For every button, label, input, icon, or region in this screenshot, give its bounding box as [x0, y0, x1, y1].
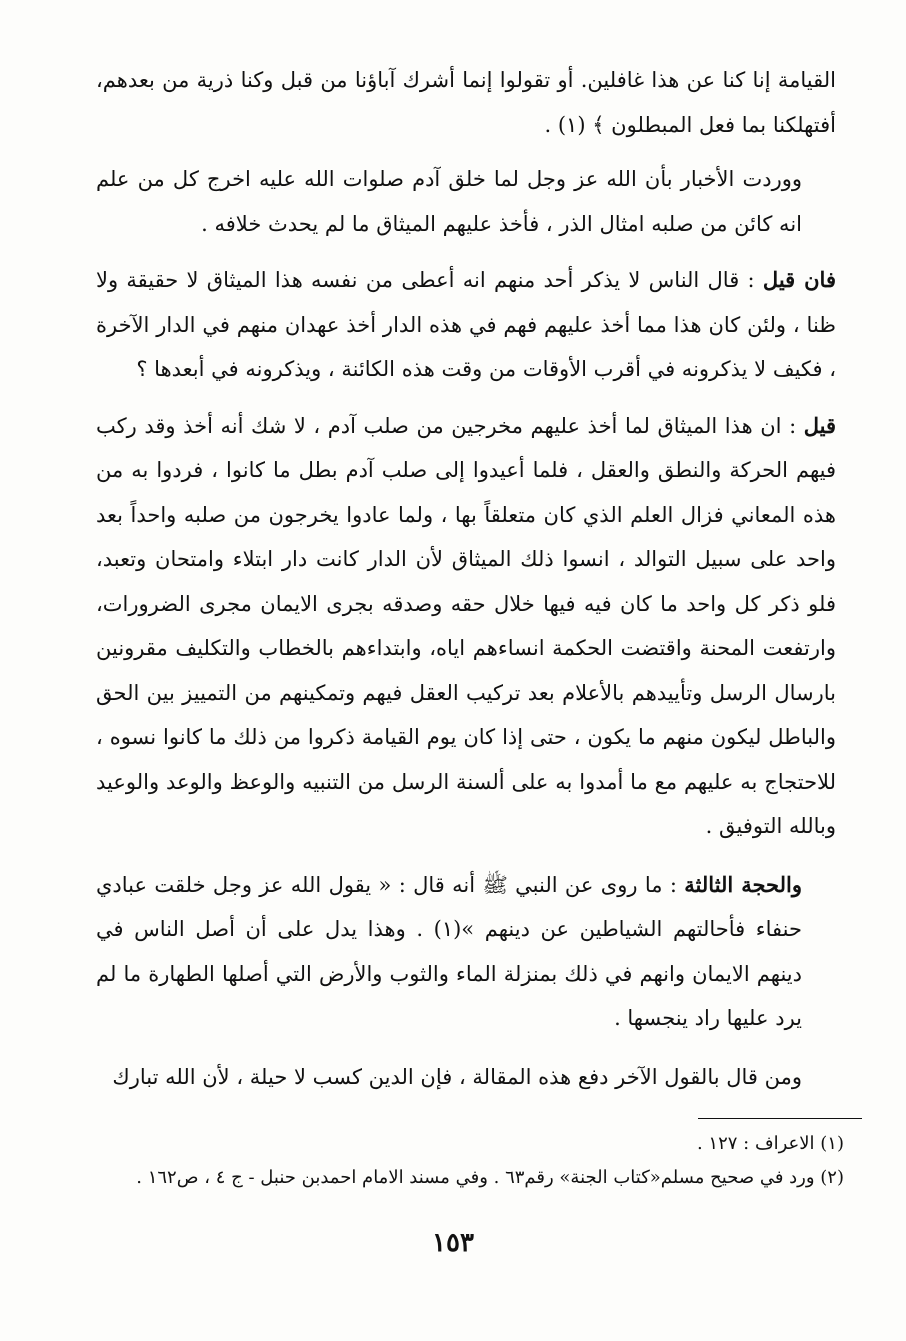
third-argument-text: : ما روى عن النبي ﷺ أنه قال : « يقول الله عز وجل خلقت عبادي حنفاء فأحالتهم الشياطين عن دينهم »(١) . وهذا يدل على أن أصل الناس في دينهم الايمان وانهم في ذلك بمنزلة الماء والثوب والأرض التي أصلها الطهارة ما لم يرد عليها راد ينجسها .: [96, 872, 802, 1030]
objection-text: : قال الناس لا يذكر أحد منهم انه أعطى من نفسه هذا الميثاق لا حقيقة ولا ظنا ، ولئن كان هذا مما أخذ عليهم فهم في هذه الدار أخذ عهدان منهم في الدار الآخرة ، فكيف لا يذكرونه في أقرب الأوقات من وقت هذه الكائنة ، ويذكرونه في أبعدها ؟: [96, 268, 836, 381]
paragraph-other-view: ومن قال بالقول الآخر دفع هذه المقالة ، فإن الدين كسب لا حيلة ، لأن الله تبارك: [112, 1064, 802, 1089]
paragraph-quran-ending: القيامة إنا كنا عن هذا غافلين. أو تقولوا إنما أشرك آباؤنا من قبل وكنا ذرية من بعدهم، أفتهلكنا بما فعل المبطلون ﴾ (١) .: [96, 68, 836, 137]
reply-lead: قيل: [803, 412, 836, 438]
footnote-1: (١) الاعراف : ١٢٧ .: [696, 1133, 844, 1154]
paragraph-reports: ووردت الأخبار بأن الله عز وجل لما خلق آدم صلوات الله عليه اخرج كل من علم انه كائن من صلبه امثال الذر ، فأخذ عليهم الميثاق ما لم يحدث خلافه .: [96, 167, 802, 236]
main-text: [96, 58, 836, 1099]
footnote-2: (٢) ورد في صحيح مسلم«كتاب الجنة» رقم٦٣ . وفي مسند الامام احمدبن حنبل - ج ٤ ، ص١٦٢ .: [136, 1167, 844, 1188]
page-number: ١٥٣: [432, 1228, 474, 1258]
objection-lead: فان قيل: [762, 267, 836, 292]
footnote-divider: [698, 1118, 862, 1119]
paragraph-objection: [96, 258, 836, 392]
reply-text: : ان هذا الميثاق لما أخذ عليهم مخرجين من صلب آدم ، لا شك أنه أخذ وقد ركب فيهم الحركة والنطق والعقل ، فلما أعيدوا إلى صلب آدم بطل ما كانوا ، فردوا به من هذه المعاني فزال العلم الذي كان متعلقاً بها ، ولما عادوا يخرجون من صلبه واحداً بعد واحد على سبيل التوالد ، انسوا ذلك الميثاق لأن الدار كانت دار ابتلاء وامتحان وتعبد، فلو ذكر كل واحد ما كان فيه فيها خلال حقه وصدقه بجرى الايمان مجرى الضرورات، وارتفعت المحنة واقتضت الحكمة انساءهم اياه، وابتداءهم بالخطاب والتكليف مقرونين بارسال الرسل وتأييدهم بالأعلام بعد تركيب العقل فيهم وتمكينهم من التمييز بين الحق والباطل ليكون منهم ما يكون ، حتى إذا كان يوم القيامة ذكروا من ذلك ما كانوا نسوه ، للاحتجاج به عليهم مع ما أمدوا به على ألسنة الرسل من التنبيه والوعظ والوعد والوعيد وبالله التوفيق .: [96, 413, 836, 838]
footnotes: [110, 1127, 844, 1195]
third-argument-lead: والحجة الثالثة: [684, 871, 802, 897]
paragraph-third-argument: [96, 863, 836, 1041]
paragraph-reply: [96, 404, 836, 849]
